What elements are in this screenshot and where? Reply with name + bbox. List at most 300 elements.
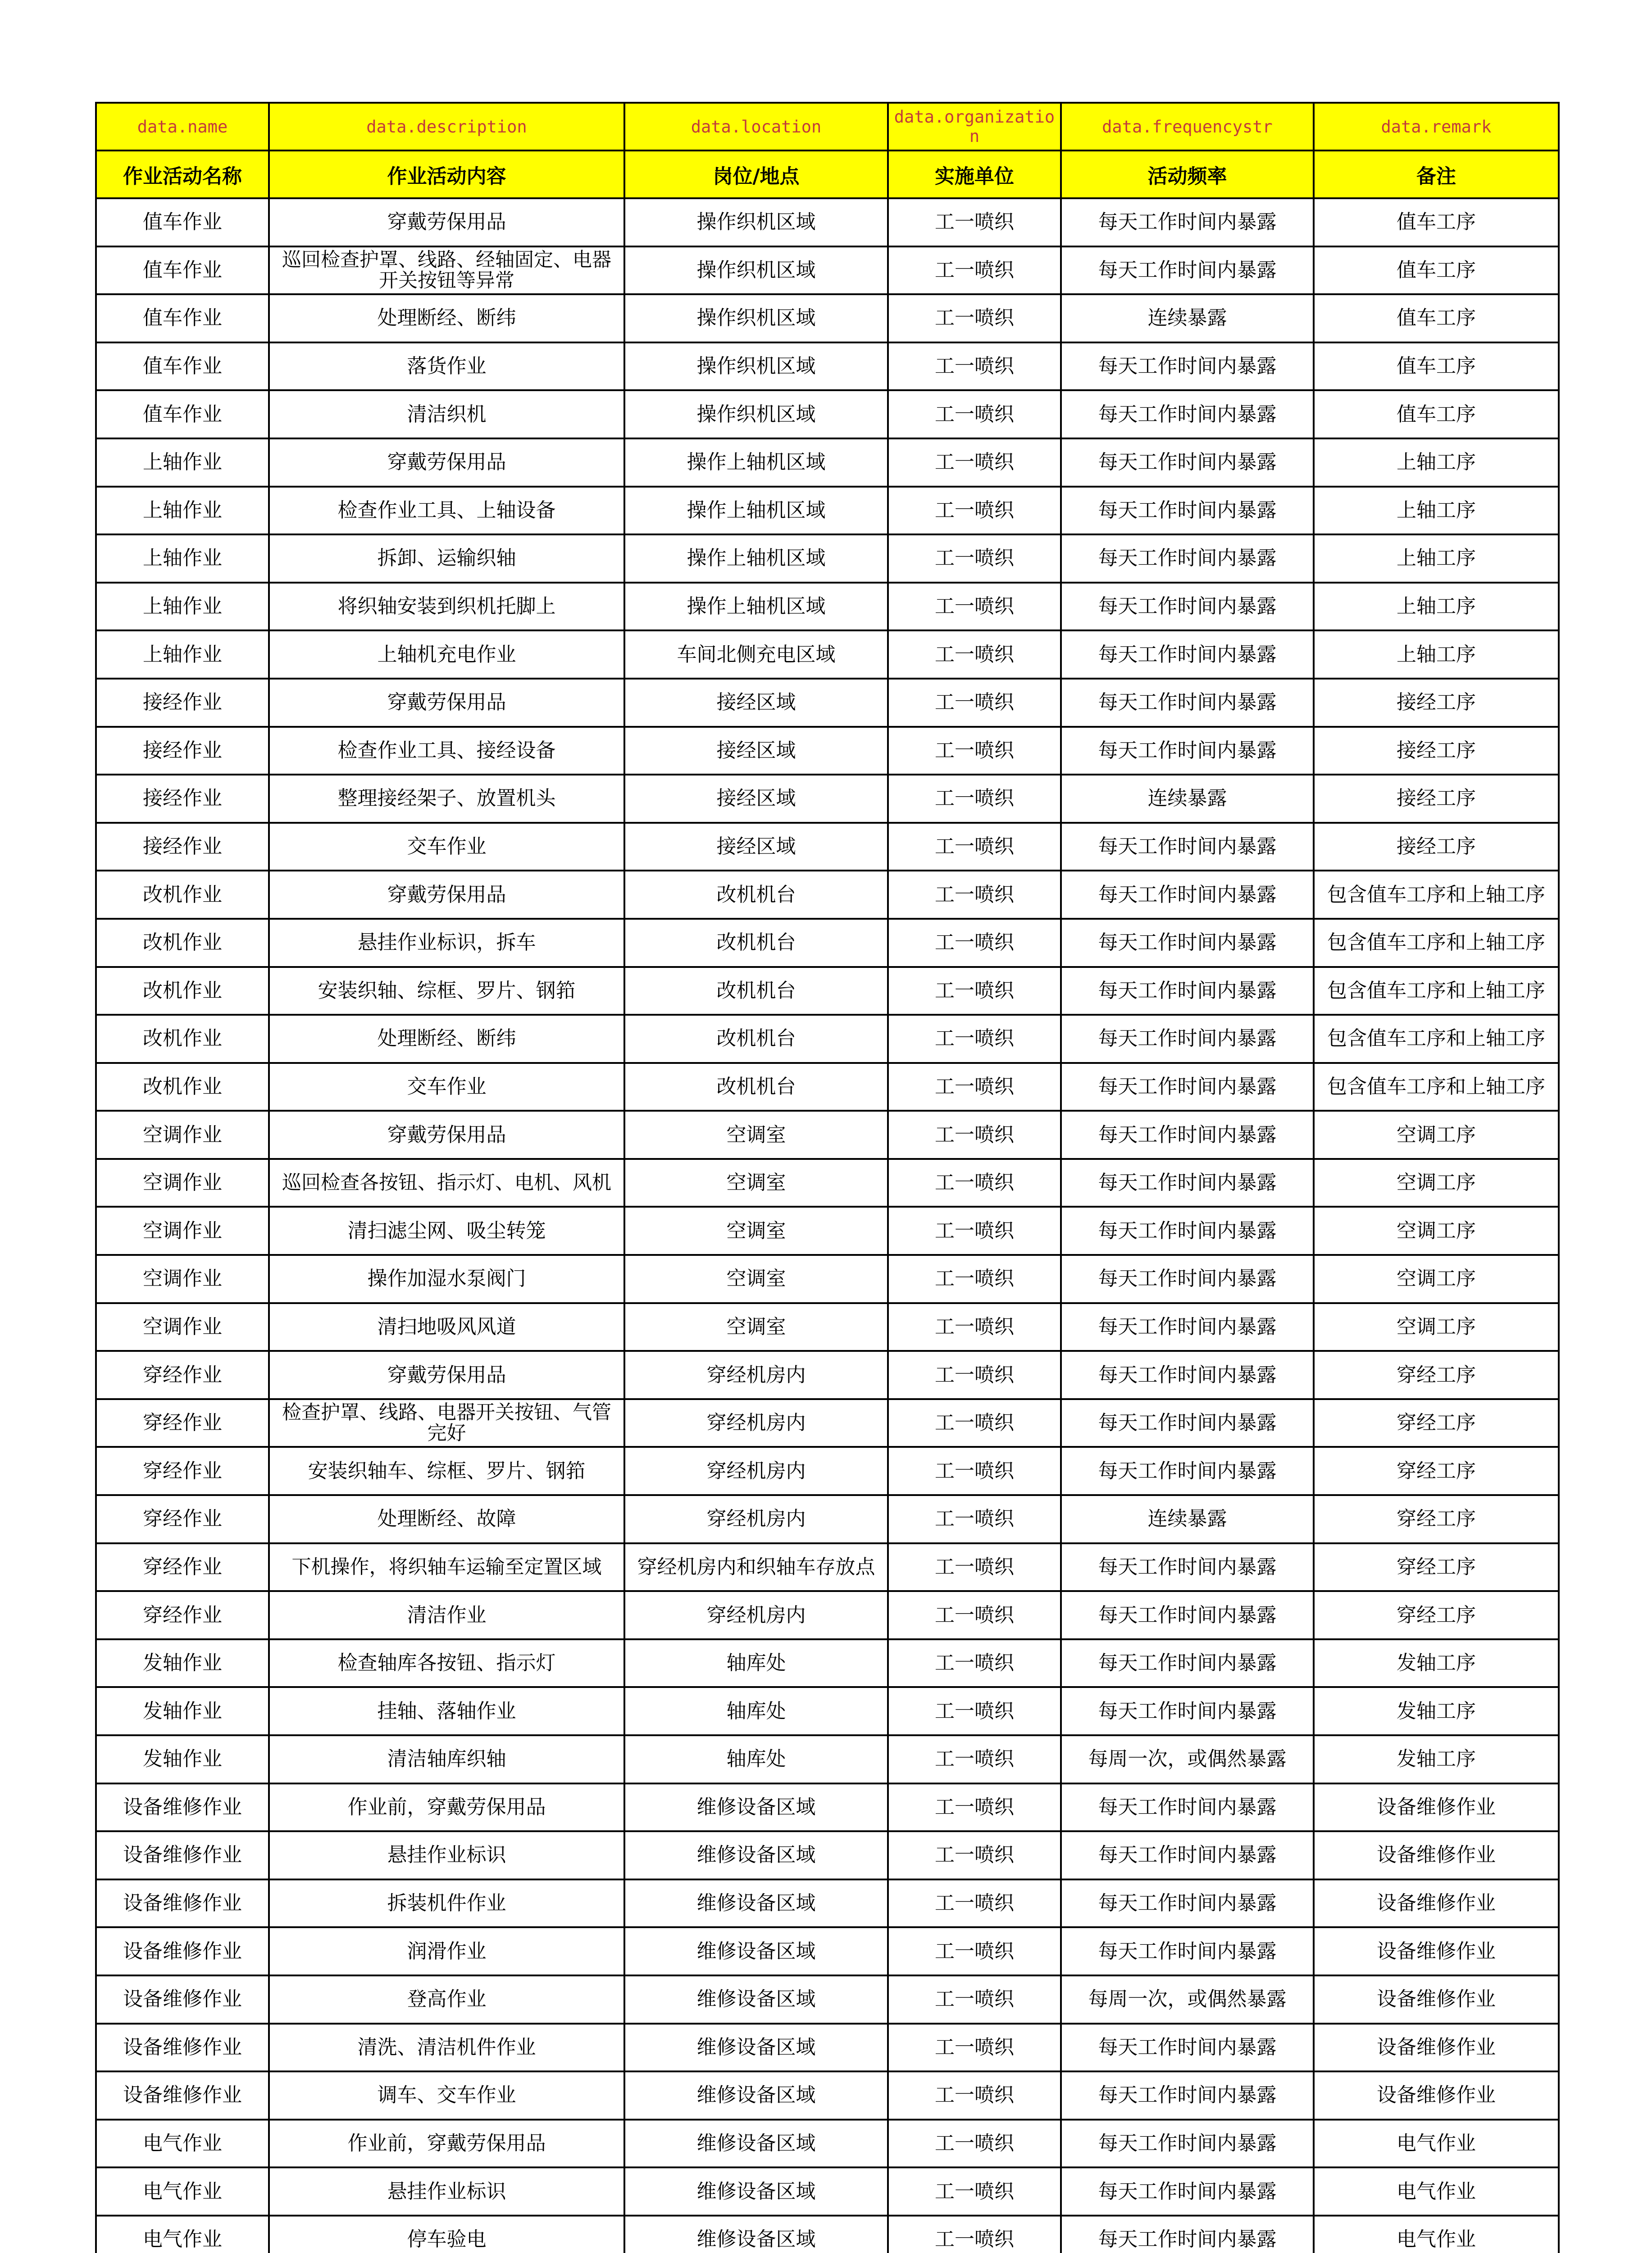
cell-frequency[interactable]: 每周一次，或偶然暴露: [1061, 1975, 1314, 2024]
cell-remark[interactable]: 包含值车工序和上轴工序: [1314, 871, 1559, 919]
cell-unit[interactable]: 工一喷织: [888, 1399, 1061, 1447]
cell-activity-name[interactable]: 空调作业: [96, 1159, 269, 1207]
cell-frequency[interactable]: 连续暴露: [1061, 294, 1314, 342]
cell-frequency[interactable]: 每天工作时间内暴露: [1061, 390, 1314, 438]
table-row: [96, 2024, 1559, 2072]
header-remark[interactable]: 备注: [1314, 151, 1559, 198]
table-row: [96, 1303, 1559, 1351]
cell-remark[interactable]: 电气作业: [1314, 2167, 1559, 2216]
cell-unit[interactable]: 工一喷织: [888, 1495, 1061, 1543]
cell-unit[interactable]: 工一喷织: [888, 1207, 1061, 1255]
cell-frequency[interactable]: 每天工作时间内暴露: [1061, 2167, 1314, 2216]
cell-activity-content[interactable]: 处理断经、断纬: [269, 1015, 624, 1063]
cell-location[interactable]: 轴库处: [624, 1639, 888, 1687]
cell-frequency[interactable]: 每天工作时间内暴露: [1061, 1255, 1314, 1303]
table-row: [96, 1063, 1559, 1111]
cell-frequency[interactable]: 每天工作时间内暴露: [1061, 1783, 1314, 1832]
cell-remark[interactable]: 接经工序: [1314, 679, 1559, 727]
cell-unit[interactable]: 工一喷织: [888, 294, 1061, 342]
cell-activity-name[interactable]: 穿经作业: [96, 1399, 269, 1447]
table-row: [96, 2167, 1559, 2216]
cell-frequency[interactable]: 每天工作时间内暴露: [1061, 438, 1314, 487]
cell-activity-content[interactable]: 清洗、清洁机件作业: [269, 2024, 624, 2072]
field-key-remark[interactable]: data.remark: [1314, 103, 1559, 151]
cell-activity-name[interactable]: 空调作业: [96, 1207, 269, 1255]
cell-remark[interactable]: 发轴工序: [1314, 1735, 1559, 1783]
table-row: [96, 342, 1559, 391]
cell-unit[interactable]: 工一喷织: [888, 775, 1061, 823]
field-key-organization[interactable]: data.organization: [888, 103, 1061, 151]
cell-activity-content[interactable]: 调车、交车作业: [269, 2071, 624, 2120]
cell-unit[interactable]: 工一喷织: [888, 1447, 1061, 1495]
cell-frequency[interactable]: 每天工作时间内暴露: [1061, 487, 1314, 535]
cell-unit[interactable]: 工一喷织: [888, 1591, 1061, 1639]
table-row: [96, 1591, 1559, 1639]
cell-location[interactable]: 操作上轴机区域: [624, 534, 888, 583]
cell-activity-name[interactable]: 发轴作业: [96, 1687, 269, 1735]
table-row: [96, 823, 1559, 871]
cell-remark[interactable]: 接经工序: [1314, 823, 1559, 871]
cell-location[interactable]: 车间北侧充电区域: [624, 630, 888, 679]
table-row: [96, 1015, 1559, 1063]
cell-frequency[interactable]: 每天工作时间内暴露: [1061, 342, 1314, 391]
cell-remark[interactable]: 设备维修作业: [1314, 1879, 1559, 1928]
cell-activity-content[interactable]: 登高作业: [269, 1975, 624, 2024]
cell-location[interactable]: 空调室: [624, 1207, 888, 1255]
cell-frequency[interactable]: 每天工作时间内暴露: [1061, 919, 1314, 967]
cell-unit[interactable]: 工一喷织: [888, 438, 1061, 487]
table-row: [96, 246, 1559, 295]
cell-activity-content[interactable]: 处理断经、故障: [269, 1495, 624, 1543]
cell-remark[interactable]: 包含值车工序和上轴工序: [1314, 1063, 1559, 1111]
cell-activity-content[interactable]: 清扫地吸风风道: [269, 1303, 624, 1351]
cell-remark[interactable]: 值车工序: [1314, 198, 1559, 246]
cell-activity-content[interactable]: 上轴机充电作业: [269, 630, 624, 679]
cell-activity-name[interactable]: 上轴作业: [96, 438, 269, 487]
cell-activity-name[interactable]: 上轴作业: [96, 487, 269, 535]
cell-frequency[interactable]: 每天工作时间内暴露: [1061, 1639, 1314, 1687]
cell-activity-content[interactable]: 悬挂作业标识: [269, 2167, 624, 2216]
cell-remark[interactable]: 空调工序: [1314, 1255, 1559, 1303]
cell-frequency[interactable]: 每天工作时间内暴露: [1061, 2120, 1314, 2168]
cell-activity-content[interactable]: 检查作业工具、接经设备: [269, 727, 624, 775]
cell-remark[interactable]: 电气作业: [1314, 2120, 1559, 2168]
cell-frequency[interactable]: 每天工作时间内暴露: [1061, 1111, 1314, 1159]
field-key-name[interactable]: data.name: [96, 103, 269, 151]
cell-activity-content[interactable]: 巡回检查各按钮、指示灯、电机、风机: [269, 1159, 624, 1207]
cell-remark[interactable]: 值车工序: [1314, 246, 1559, 295]
cell-unit[interactable]: 工一喷织: [888, 1639, 1061, 1687]
cell-activity-name[interactable]: 穿经作业: [96, 1351, 269, 1399]
cell-unit[interactable]: 工一喷织: [888, 1015, 1061, 1063]
cell-activity-content[interactable]: 作业前，穿戴劳保用品: [269, 1783, 624, 1832]
cell-activity-content[interactable]: 下机操作，将织轴车运输至定置区域: [269, 1543, 624, 1592]
cell-remark[interactable]: 包含值车工序和上轴工序: [1314, 919, 1559, 967]
cell-frequency[interactable]: 每天工作时间内暴露: [1061, 1927, 1314, 1975]
table-row: [96, 1543, 1559, 1592]
cell-remark[interactable]: 设备维修作业: [1314, 1783, 1559, 1832]
field-key-location[interactable]: data.location: [624, 103, 888, 151]
field-key-description[interactable]: data.description: [269, 103, 624, 151]
cell-frequency[interactable]: 每天工作时间内暴露: [1061, 1351, 1314, 1399]
cell-activity-name[interactable]: 发轴作业: [96, 1735, 269, 1783]
cell-location[interactable]: 接经区域: [624, 679, 888, 727]
cell-frequency[interactable]: 每天工作时间内暴露: [1061, 823, 1314, 871]
cell-location[interactable]: 维修设备区域: [624, 1879, 888, 1928]
cell-activity-content[interactable]: 穿戴劳保用品: [269, 1111, 624, 1159]
cell-remark[interactable]: 空调工序: [1314, 1303, 1559, 1351]
cell-location[interactable]: 操作上轴机区域: [624, 583, 888, 631]
cell-activity-content[interactable]: 检查作业工具、上轴设备: [269, 487, 624, 535]
cell-frequency[interactable]: 每天工作时间内暴露: [1061, 1831, 1314, 1879]
cell-remark[interactable]: 上轴工序: [1314, 630, 1559, 679]
cell-unit[interactable]: 工一喷织: [888, 2071, 1061, 2120]
table-row: [96, 775, 1559, 823]
cell-activity-content[interactable]: 挂轴、落轴作业: [269, 1687, 624, 1735]
cell-activity-name[interactable]: 改机作业: [96, 967, 269, 1015]
table-row: [96, 871, 1559, 919]
cell-location[interactable]: 轴库处: [624, 1735, 888, 1783]
cell-location[interactable]: 穿经机房内: [624, 1495, 888, 1543]
cell-unit[interactable]: 工一喷织: [888, 1687, 1061, 1735]
cell-unit[interactable]: 工一喷织: [888, 919, 1061, 967]
cell-location[interactable]: 穿经机房内: [624, 1591, 888, 1639]
cell-unit[interactable]: 工一喷织: [888, 727, 1061, 775]
table-row: [96, 1879, 1559, 1928]
cell-remark[interactable]: 穿经工序: [1314, 1447, 1559, 1495]
cell-activity-name[interactable]: 值车作业: [96, 390, 269, 438]
cell-frequency[interactable]: 每天工作时间内暴露: [1061, 1015, 1314, 1063]
cell-remark[interactable]: 上轴工序: [1314, 583, 1559, 631]
cell-remark[interactable]: 空调工序: [1314, 1111, 1559, 1159]
cell-activity-name[interactable]: 空调作业: [96, 1303, 269, 1351]
cell-activity-name[interactable]: 值车作业: [96, 294, 269, 342]
cell-activity-content[interactable]: 拆卸、运输织轴: [269, 534, 624, 583]
cell-location[interactable]: 改机机台: [624, 1063, 888, 1111]
cell-activity-name[interactable]: 改机作业: [96, 919, 269, 967]
cell-activity-name[interactable]: 空调作业: [96, 1255, 269, 1303]
cell-location[interactable]: 操作织机区域: [624, 198, 888, 246]
cell-activity-content[interactable]: 将织轴安装到织机托脚上: [269, 583, 624, 631]
cell-activity-content[interactable]: 安装织轴、综框、罗片、钢筘: [269, 967, 624, 1015]
cell-unit[interactable]: 工一喷织: [888, 1255, 1061, 1303]
cell-remark[interactable]: 设备维修作业: [1314, 2071, 1559, 2120]
cell-location[interactable]: 接经区域: [624, 727, 888, 775]
cell-activity-content[interactable]: 清洁轴库织轴: [269, 1735, 624, 1783]
cell-frequency[interactable]: 每天工作时间内暴露: [1061, 1399, 1314, 1447]
cell-remark[interactable]: 穿经工序: [1314, 1543, 1559, 1592]
cell-unit[interactable]: 工一喷织: [888, 1543, 1061, 1592]
cell-activity-content[interactable]: 清洁作业: [269, 1591, 624, 1639]
column-header-row: [96, 151, 1559, 198]
cell-activity-name[interactable]: 值车作业: [96, 198, 269, 246]
cell-activity-name[interactable]: 接经作业: [96, 775, 269, 823]
table-row: [96, 1783, 1559, 1832]
cell-remark[interactable]: 穿经工序: [1314, 1591, 1559, 1639]
cell-location[interactable]: 操作织机区域: [624, 246, 888, 295]
cell-activity-name[interactable]: 改机作业: [96, 1063, 269, 1111]
cell-activity-content[interactable]: 巡回检查护罩、线路、经轴固定、电器开关按钮等异常: [269, 246, 624, 295]
cell-location[interactable]: 维修设备区域: [624, 2216, 888, 2253]
cell-activity-name[interactable]: 发轴作业: [96, 1639, 269, 1687]
cell-unit[interactable]: 工一喷织: [888, 487, 1061, 535]
cell-location[interactable]: 穿经机房内: [624, 1399, 888, 1447]
cell-location[interactable]: 穿经机房内和织轴车存放点: [624, 1543, 888, 1592]
cell-location[interactable]: 操作上轴机区域: [624, 487, 888, 535]
table-row: [96, 1975, 1559, 2024]
cell-unit[interactable]: 工一喷织: [888, 1879, 1061, 1928]
cell-frequency[interactable]: 每天工作时间内暴露: [1061, 1159, 1314, 1207]
cell-activity-name[interactable]: 上轴作业: [96, 630, 269, 679]
cell-frequency[interactable]: 每天工作时间内暴露: [1061, 246, 1314, 295]
cell-activity-content[interactable]: 落货作业: [269, 342, 624, 391]
cell-frequency[interactable]: 每天工作时间内暴露: [1061, 2071, 1314, 2120]
cell-location[interactable]: 接经区域: [624, 823, 888, 871]
cell-remark[interactable]: 上轴工序: [1314, 487, 1559, 535]
cell-activity-content[interactable]: 悬挂作业标识，拆车: [269, 919, 624, 967]
cell-activity-name[interactable]: 设备维修作业: [96, 1783, 269, 1832]
table-row: [96, 1687, 1559, 1735]
cell-frequency[interactable]: 每天工作时间内暴露: [1061, 871, 1314, 919]
cell-remark[interactable]: 穿经工序: [1314, 1495, 1559, 1543]
cell-remark[interactable]: 穿经工序: [1314, 1351, 1559, 1399]
cell-unit[interactable]: 工一喷织: [888, 1831, 1061, 1879]
cell-unit[interactable]: 工一喷织: [888, 1303, 1061, 1351]
cell-location[interactable]: 维修设备区域: [624, 2024, 888, 2072]
cell-activity-name[interactable]: 上轴作业: [96, 534, 269, 583]
cell-unit[interactable]: 工一喷织: [888, 1111, 1061, 1159]
cell-location[interactable]: 操作上轴机区域: [624, 438, 888, 487]
cell-activity-content[interactable]: 悬挂作业标识: [269, 1831, 624, 1879]
cell-remark[interactable]: 电气作业: [1314, 2216, 1559, 2253]
table-row: [96, 1735, 1559, 1783]
cell-frequency[interactable]: 每天工作时间内暴露: [1061, 1591, 1314, 1639]
cell-remark[interactable]: 发轴工序: [1314, 1687, 1559, 1735]
cell-activity-name[interactable]: 上轴作业: [96, 583, 269, 631]
cell-unit[interactable]: 工一喷织: [888, 2216, 1061, 2253]
cell-location[interactable]: 空调室: [624, 1303, 888, 1351]
cell-unit[interactable]: 工一喷织: [888, 246, 1061, 295]
cell-unit[interactable]: 工一喷织: [888, 342, 1061, 391]
cell-remark[interactable]: 上轴工序: [1314, 438, 1559, 487]
cell-activity-name[interactable]: 设备维修作业: [96, 1927, 269, 1975]
table-row: [96, 1447, 1559, 1495]
cell-frequency[interactable]: 每天工作时间内暴露: [1061, 2216, 1314, 2253]
cell-remark[interactable]: 设备维修作业: [1314, 2024, 1559, 2072]
cell-unit[interactable]: 工一喷织: [888, 198, 1061, 246]
cell-frequency[interactable]: 连续暴露: [1061, 775, 1314, 823]
cell-remark[interactable]: 接经工序: [1314, 727, 1559, 775]
header-implementing-unit[interactable]: 实施单位: [888, 151, 1061, 198]
cell-activity-content[interactable]: 交车作业: [269, 1063, 624, 1111]
cell-activity-content[interactable]: 停车验电: [269, 2216, 624, 2253]
cell-activity-content[interactable]: 润滑作业: [269, 1927, 624, 1975]
cell-frequency[interactable]: 每天工作时间内暴露: [1061, 1447, 1314, 1495]
cell-remark[interactable]: 发轴工序: [1314, 1639, 1559, 1687]
cell-unit[interactable]: 工一喷织: [888, 390, 1061, 438]
table-row: [96, 1927, 1559, 1975]
cell-activity-name[interactable]: 穿经作业: [96, 1495, 269, 1543]
cell-remark[interactable]: 包含值车工序和上轴工序: [1314, 1015, 1559, 1063]
cell-frequency[interactable]: 每天工作时间内暴露: [1061, 967, 1314, 1015]
table-row: [96, 1159, 1559, 1207]
cell-frequency[interactable]: 每天工作时间内暴露: [1061, 630, 1314, 679]
cell-frequency[interactable]: 每天工作时间内暴露: [1061, 1879, 1314, 1928]
header-activity-frequency[interactable]: 活动频率: [1061, 151, 1314, 198]
cell-activity-name[interactable]: 设备维修作业: [96, 1831, 269, 1879]
table-row: [96, 583, 1559, 631]
cell-activity-name[interactable]: 设备维修作业: [96, 2024, 269, 2072]
header-activity-content[interactable]: 作业活动内容: [269, 151, 624, 198]
cell-activity-name[interactable]: 穿经作业: [96, 1447, 269, 1495]
table-row: [96, 198, 1559, 246]
cell-location[interactable]: 改机机台: [624, 919, 888, 967]
cell-location[interactable]: 维修设备区域: [624, 2071, 888, 2120]
cell-activity-content[interactable]: 安装织轴车、综框、罗片、钢筘: [269, 1447, 624, 1495]
cell-activity-name[interactable]: 改机作业: [96, 1015, 269, 1063]
cell-location[interactable]: 空调室: [624, 1111, 888, 1159]
table-row: [96, 1111, 1559, 1159]
cell-unit[interactable]: 工一喷织: [888, 1735, 1061, 1783]
cell-location[interactable]: 改机机台: [624, 871, 888, 919]
cell-unit[interactable]: 工一喷织: [888, 1159, 1061, 1207]
cell-remark[interactable]: 穿经工序: [1314, 1399, 1559, 1447]
cell-remark[interactable]: 设备维修作业: [1314, 1975, 1559, 2024]
cell-unit[interactable]: 工一喷织: [888, 583, 1061, 631]
cell-remark[interactable]: 设备维修作业: [1314, 1927, 1559, 1975]
cell-unit[interactable]: 工一喷织: [888, 1927, 1061, 1975]
cell-activity-name[interactable]: 设备维修作业: [96, 1975, 269, 2024]
cell-remark[interactable]: 设备维修作业: [1314, 1831, 1559, 1879]
cell-activity-content[interactable]: 拆装机件作业: [269, 1879, 624, 1928]
cell-remark[interactable]: 接经工序: [1314, 775, 1559, 823]
cell-unit[interactable]: 工一喷织: [888, 1063, 1061, 1111]
cell-activity-name[interactable]: 接经作业: [96, 727, 269, 775]
cell-frequency[interactable]: 连续暴露: [1061, 1495, 1314, 1543]
cell-activity-name[interactable]: 接经作业: [96, 823, 269, 871]
table-row: [96, 294, 1559, 342]
cell-location[interactable]: 改机机台: [624, 967, 888, 1015]
table-row: [96, 1639, 1559, 1687]
cell-location[interactable]: 穿经机房内: [624, 1447, 888, 1495]
cell-unit[interactable]: 工一喷织: [888, 2024, 1061, 2072]
cell-location[interactable]: 穿经机房内: [624, 1351, 888, 1399]
field-key-frequency[interactable]: data.frequencystr: [1061, 103, 1314, 151]
cell-activity-content[interactable]: 操作加湿水泵阀门: [269, 1255, 624, 1303]
cell-activity-content[interactable]: 交车作业: [269, 823, 624, 871]
cell-activity-name[interactable]: 设备维修作业: [96, 1879, 269, 1928]
cell-activity-name[interactable]: 电气作业: [96, 2216, 269, 2253]
cell-unit[interactable]: 工一喷织: [888, 1351, 1061, 1399]
cell-unit[interactable]: 工一喷织: [888, 1783, 1061, 1832]
cell-frequency[interactable]: 每天工作时间内暴露: [1061, 727, 1314, 775]
cell-activity-content[interactable]: 穿戴劳保用品: [269, 1351, 624, 1399]
cell-activity-content[interactable]: 穿戴劳保用品: [269, 198, 624, 246]
cell-location[interactable]: 操作织机区域: [624, 390, 888, 438]
field-key-row: [96, 103, 1559, 151]
cell-activity-name[interactable]: 设备维修作业: [96, 2071, 269, 2120]
cell-location[interactable]: 操作织机区域: [624, 342, 888, 391]
cell-frequency[interactable]: 每天工作时间内暴露: [1061, 679, 1314, 727]
cell-location[interactable]: 改机机台: [624, 1015, 888, 1063]
cell-unit[interactable]: 工一喷织: [888, 2167, 1061, 2216]
cell-remark[interactable]: 值车工序: [1314, 342, 1559, 391]
cell-activity-content[interactable]: 检查护罩、线路、电器开关按钮、气管完好: [269, 1399, 624, 1447]
cell-activity-name[interactable]: 穿经作业: [96, 1543, 269, 1592]
cell-location[interactable]: 维修设备区域: [624, 1831, 888, 1879]
cell-activity-name[interactable]: 电气作业: [96, 2120, 269, 2168]
cell-activity-content[interactable]: 穿戴劳保用品: [269, 871, 624, 919]
cell-location[interactable]: 维修设备区域: [624, 1975, 888, 2024]
header-position-location[interactable]: 岗位/地点: [624, 151, 888, 198]
cell-unit[interactable]: 工一喷织: [888, 2120, 1061, 2168]
cell-location[interactable]: 操作织机区域: [624, 294, 888, 342]
cell-location[interactable]: 维修设备区域: [624, 2120, 888, 2168]
cell-activity-name[interactable]: 值车作业: [96, 246, 269, 295]
cell-unit[interactable]: 工一喷织: [888, 871, 1061, 919]
cell-location[interactable]: 空调室: [624, 1255, 888, 1303]
cell-activity-name[interactable]: 改机作业: [96, 871, 269, 919]
cell-frequency[interactable]: 每天工作时间内暴露: [1061, 198, 1314, 246]
cell-activity-content[interactable]: 处理断经、断纬: [269, 294, 624, 342]
cell-location[interactable]: 接经区域: [624, 775, 888, 823]
cell-activity-content[interactable]: 穿戴劳保用品: [269, 438, 624, 487]
cell-unit[interactable]: 工一喷织: [888, 1975, 1061, 2024]
cell-frequency[interactable]: 每周一次，或偶然暴露: [1061, 1735, 1314, 1783]
cell-frequency[interactable]: 每天工作时间内暴露: [1061, 1063, 1314, 1111]
cell-remark[interactable]: 空调工序: [1314, 1159, 1559, 1207]
cell-unit[interactable]: 工一喷织: [888, 967, 1061, 1015]
cell-unit[interactable]: 工一喷织: [888, 630, 1061, 679]
cell-unit[interactable]: 工一喷织: [888, 679, 1061, 727]
cell-activity-name[interactable]: 电气作业: [96, 2167, 269, 2216]
cell-remark[interactable]: 上轴工序: [1314, 534, 1559, 583]
table-row: [96, 1351, 1559, 1399]
cell-remark[interactable]: 包含值车工序和上轴工序: [1314, 967, 1559, 1015]
header-activity-name[interactable]: 作业活动名称: [96, 151, 269, 198]
cell-location[interactable]: 维修设备区域: [624, 1783, 888, 1832]
cell-remark[interactable]: 值车工序: [1314, 294, 1559, 342]
cell-activity-content[interactable]: 整理接经架子、放置机头: [269, 775, 624, 823]
cell-activity-name[interactable]: 空调作业: [96, 1111, 269, 1159]
cell-frequency[interactable]: 每天工作时间内暴露: [1061, 1207, 1314, 1255]
cell-location[interactable]: 维修设备区域: [624, 2167, 888, 2216]
cell-activity-content[interactable]: 清扫滤尘网、吸尘转笼: [269, 1207, 624, 1255]
cell-location[interactable]: 空调室: [624, 1159, 888, 1207]
cell-remark[interactable]: 空调工序: [1314, 1207, 1559, 1255]
table-row: [96, 1399, 1559, 1447]
cell-activity-name[interactable]: 穿经作业: [96, 1591, 269, 1639]
cell-location[interactable]: 维修设备区域: [624, 1927, 888, 1975]
cell-activity-name[interactable]: 值车作业: [96, 342, 269, 391]
cell-frequency[interactable]: 每天工作时间内暴露: [1061, 2024, 1314, 2072]
cell-frequency[interactable]: 每天工作时间内暴露: [1061, 1543, 1314, 1592]
cell-remark[interactable]: 值车工序: [1314, 390, 1559, 438]
cell-frequency[interactable]: 每天工作时间内暴露: [1061, 534, 1314, 583]
cell-activity-content[interactable]: 作业前，穿戴劳保用品: [269, 2120, 624, 2168]
cell-frequency[interactable]: 每天工作时间内暴露: [1061, 583, 1314, 631]
cell-activity-content[interactable]: 清洁织机: [269, 390, 624, 438]
cell-activity-content[interactable]: 穿戴劳保用品: [269, 679, 624, 727]
table-row: [96, 630, 1559, 679]
cell-activity-content[interactable]: 检查轴库各按钮、指示灯: [269, 1639, 624, 1687]
cell-activity-name[interactable]: 接经作业: [96, 679, 269, 727]
cell-location[interactable]: 轴库处: [624, 1687, 888, 1735]
cell-unit[interactable]: 工一喷织: [888, 823, 1061, 871]
cell-frequency[interactable]: 每天工作时间内暴露: [1061, 1303, 1314, 1351]
cell-frequency[interactable]: 每天工作时间内暴露: [1061, 1687, 1314, 1735]
cell-unit[interactable]: 工一喷织: [888, 534, 1061, 583]
